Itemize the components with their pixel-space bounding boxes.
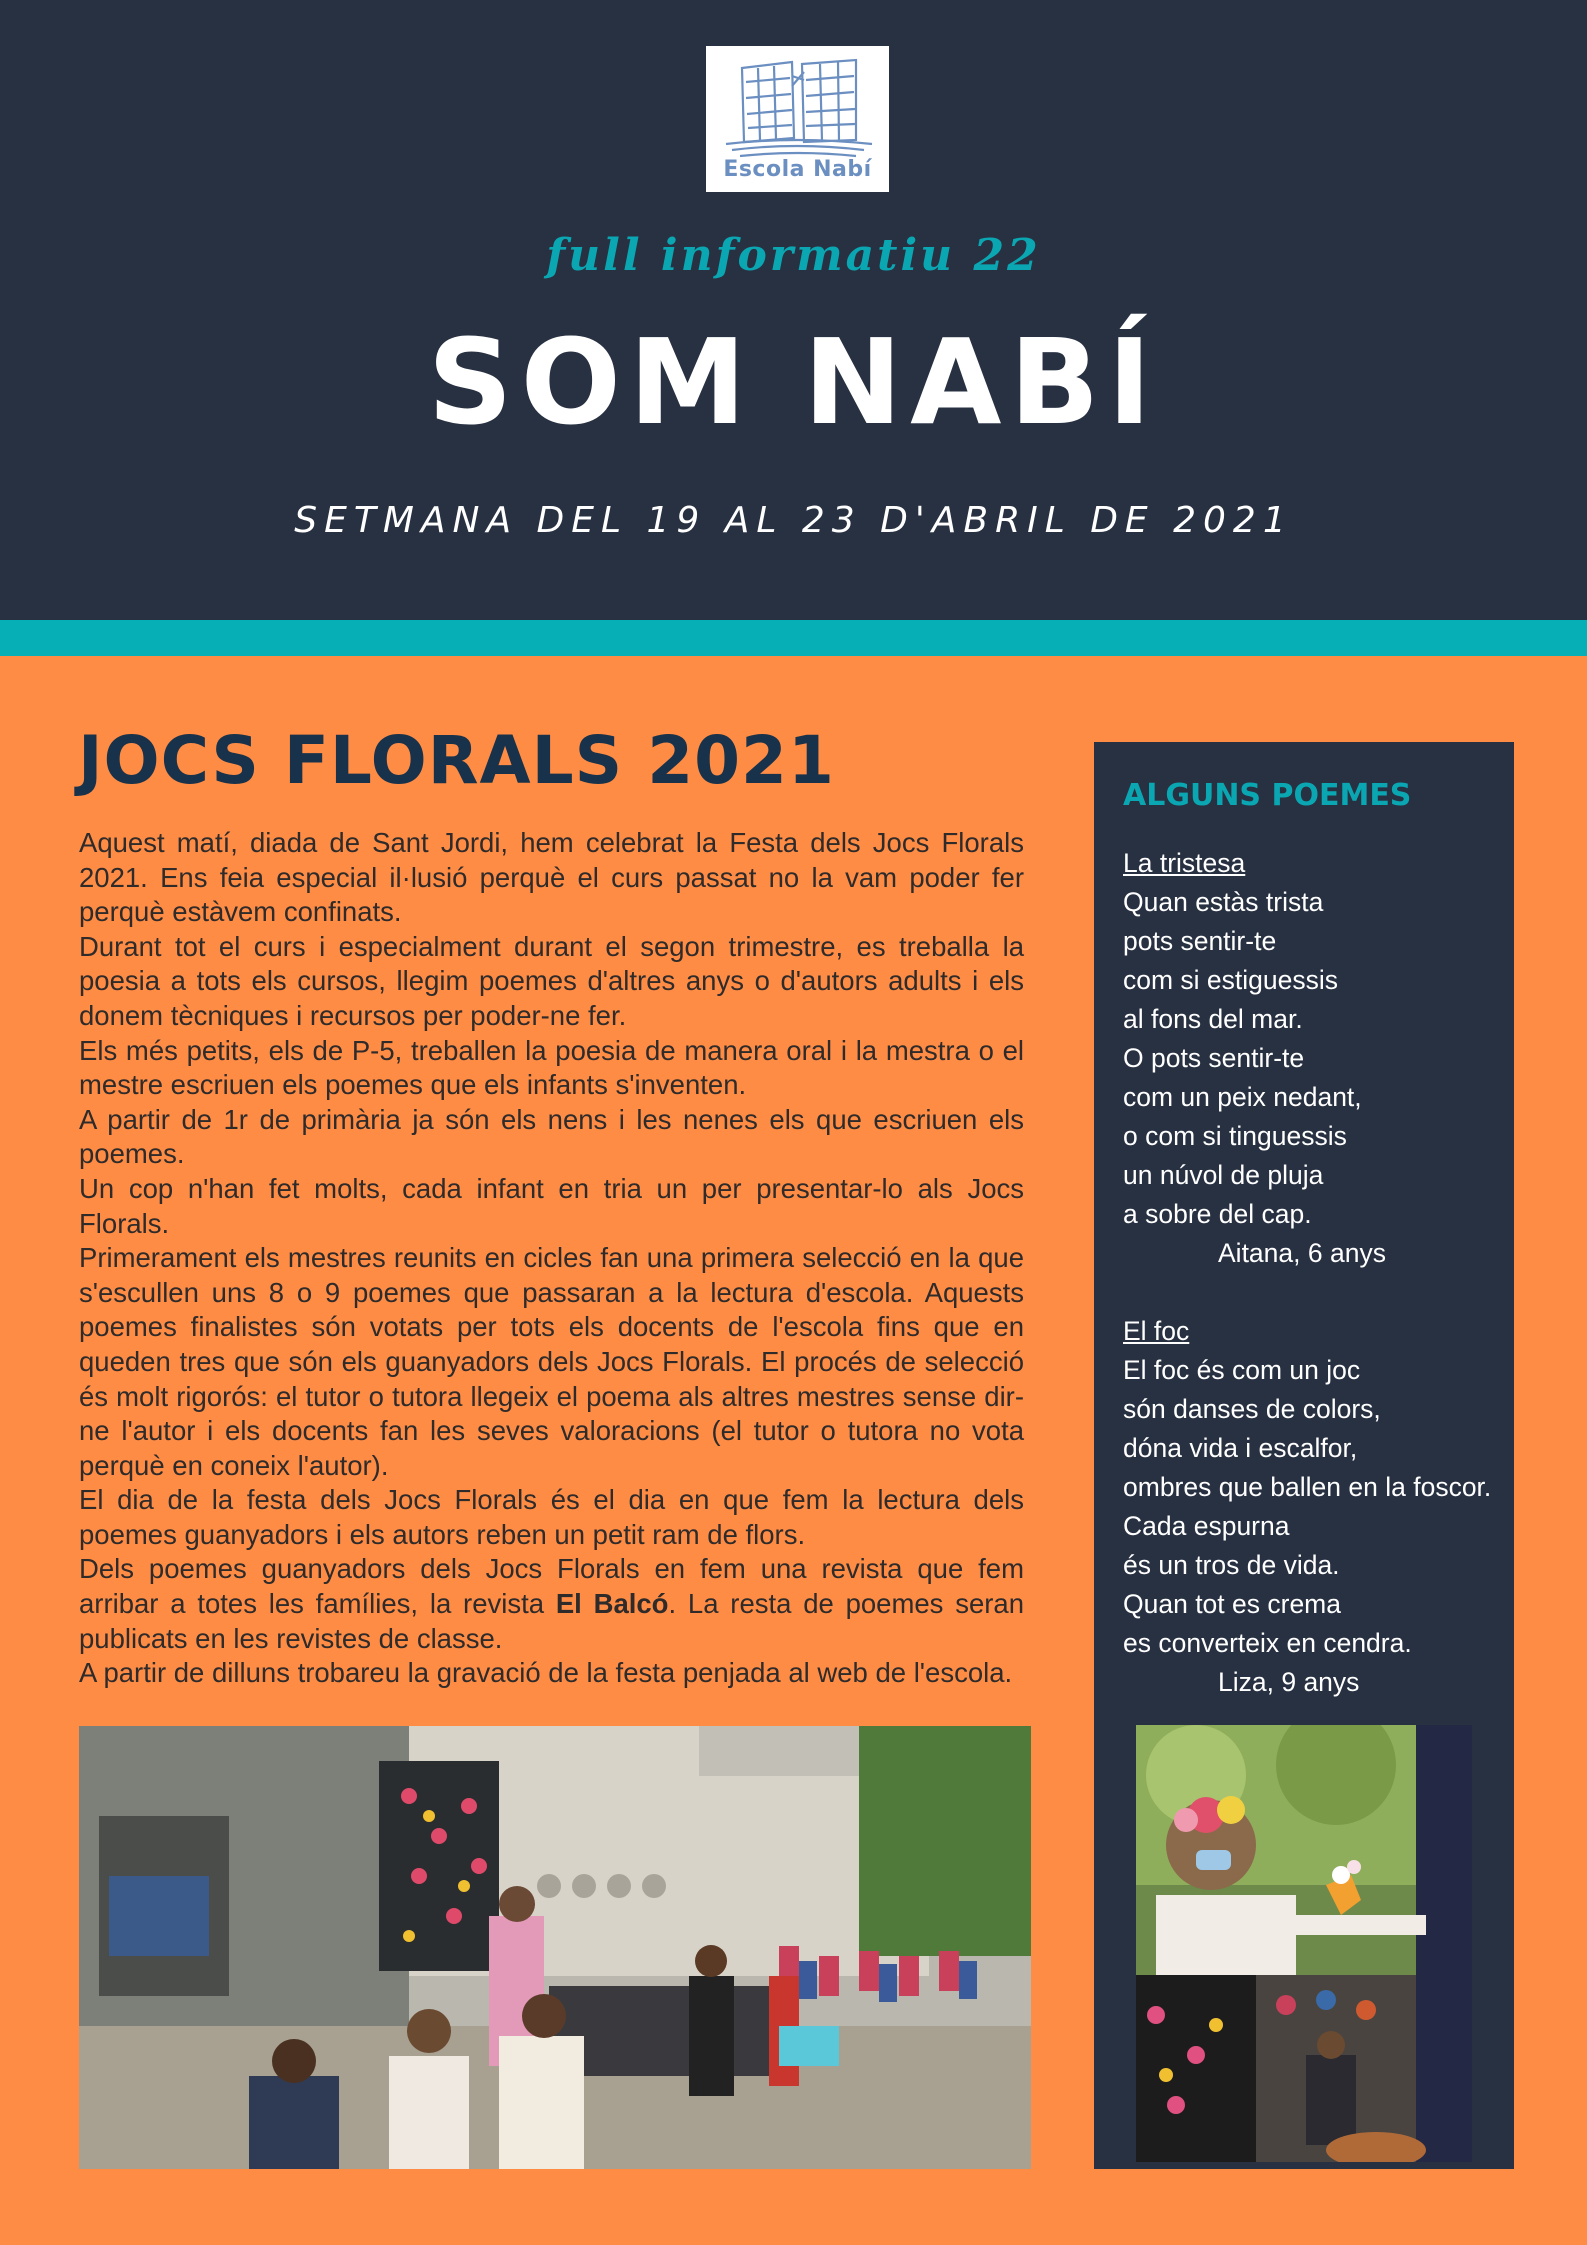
article-paragraph: El dia de la festa dels Jocs Florals és el dia en que fem la lectura dels poemes guanyadors i els autors reben un petit ram de flors. xyxy=(79,1484,1024,1550)
article-paragraph-balco xyxy=(79,1552,1024,1656)
poem-author: Liza, 9 anys xyxy=(1218,1667,1360,1697)
school-logo xyxy=(706,46,889,192)
article-paragraph: A partir de 1r de primària ja són els nens i les nenes els que escriuen els poemes. xyxy=(79,1103,1024,1170)
week-subtitle: SETMANA DEL 19 AL 23 D'ABRIL DE 2021 xyxy=(294,500,1293,541)
article-paragraph: Durant tot el curs i especialment durant el segon trimestre, es treballa la poesia a tots els cursos, llegim poemes d'altres anys o d'autors adults i els donem tècniques i recursos per poder-ne fer. xyxy=(79,930,1024,1031)
poem-line: Cada espurna xyxy=(1123,1511,1290,1541)
balco-magazine-name: El Balcó xyxy=(555,1588,669,1620)
poem-line: O pots sentir-te xyxy=(1123,1043,1305,1073)
sidebar-title: ALGUNS POEMES xyxy=(1123,778,1412,813)
poem-line: El foc és com un joc xyxy=(1123,1355,1361,1385)
poem-line: a sobre del cap. xyxy=(1123,1199,1312,1229)
article-paragraph: Aquest matí, diada de Sant Jordi, hem celebrat la Festa dels Jocs Florals 2021. Ens feia especial il·lusió perquè el curs passat no la vam poder fer perquè estàvem confinats. xyxy=(79,827,1024,928)
poem-line: com un peix nedant, xyxy=(1123,1082,1362,1112)
newsletter-issue: full informatiu 22 xyxy=(546,230,1041,281)
poem-author: Aitana, 6 anys xyxy=(1218,1238,1386,1268)
poem-line: Quan estàs trista xyxy=(1123,887,1324,917)
header-banner xyxy=(0,0,1587,620)
poem-line: ombres que ballen en la foscor. xyxy=(1123,1472,1492,1502)
poem-line: es converteix en cendra. xyxy=(1123,1628,1412,1658)
festival-photo-image-icon xyxy=(79,1726,1031,2169)
balco-text-before: Dels poemes guanyadors dels Jocs Florals en fem una revista que fem arribar a totes les famílies, la revista xyxy=(79,1553,1024,1620)
poem-line: dóna vida i escalfor, xyxy=(1123,1433,1358,1463)
poem-line: és un tros de vida. xyxy=(1123,1550,1340,1580)
poem-el-foc xyxy=(1123,1312,1523,1702)
article-title: JOCS FLORALS 2021 xyxy=(78,722,835,799)
poem-line: un núvol de pluja xyxy=(1123,1160,1324,1190)
poem-title: El foc xyxy=(1123,1316,1190,1346)
poem-line: o com si tinguessis xyxy=(1123,1121,1347,1151)
festival-photo xyxy=(79,1726,1031,2169)
flower-gift-photo-image-icon xyxy=(1136,1725,1472,2162)
poem-la-tristesa xyxy=(1123,844,1523,1273)
poem-line: pots sentir-te xyxy=(1123,926,1277,956)
page-title: SOM NABÍ xyxy=(427,313,1160,451)
poem-line: són danses de colors, xyxy=(1123,1394,1381,1424)
article-paragraph: Primerament els mestres reunits en cicles fan una primera selecció en la que s'escullen uns 8 o 9 poemes que passaran a la lectura d'escola. Aquests poemes finalistes són votats per tots els docents de l'escola fins que en queden tres que són els guanyadors dels Jocs Florals. El procés de selecció és molt rigorós: el tutor o tutora llegeix el poema als altres mestres sense dir-ne l'autor i els docents fan les seves valoracions (el tutor o tutora no vota perquè en coneix l'autor). xyxy=(79,1242,1024,1481)
article-paragraph: Un cop n'han fet molts, cada infant en tria un per presentar-lo als Jocs Florals. xyxy=(79,1172,1024,1239)
article-body xyxy=(79,826,1024,1691)
teal-divider xyxy=(0,620,1587,656)
poem-line: al fons del mar. xyxy=(1123,1004,1303,1034)
flower-gift-photo xyxy=(1136,1725,1472,2162)
poem-line: com si estiguessis xyxy=(1123,965,1339,995)
poems-sidebar xyxy=(1094,742,1514,2169)
balco-text-after: . La resta de poemes seran publicats en les revistes de classe. xyxy=(79,1588,1024,1654)
poem-title: La tristesa xyxy=(1123,848,1246,878)
logo-text: Escola Nabí xyxy=(723,157,872,182)
article-paragraph: Els més petits, els de P-5, treballen la poesia de manera oral i la mestra o el mestre escriuen els poemes que els infants s'inventen. xyxy=(79,1034,1024,1101)
article-paragraph: A partir de dilluns trobareu la gravació de la festa penjada al web de l'escola. xyxy=(79,1657,1013,1689)
poem-line: Quan tot es crema xyxy=(1123,1589,1341,1619)
